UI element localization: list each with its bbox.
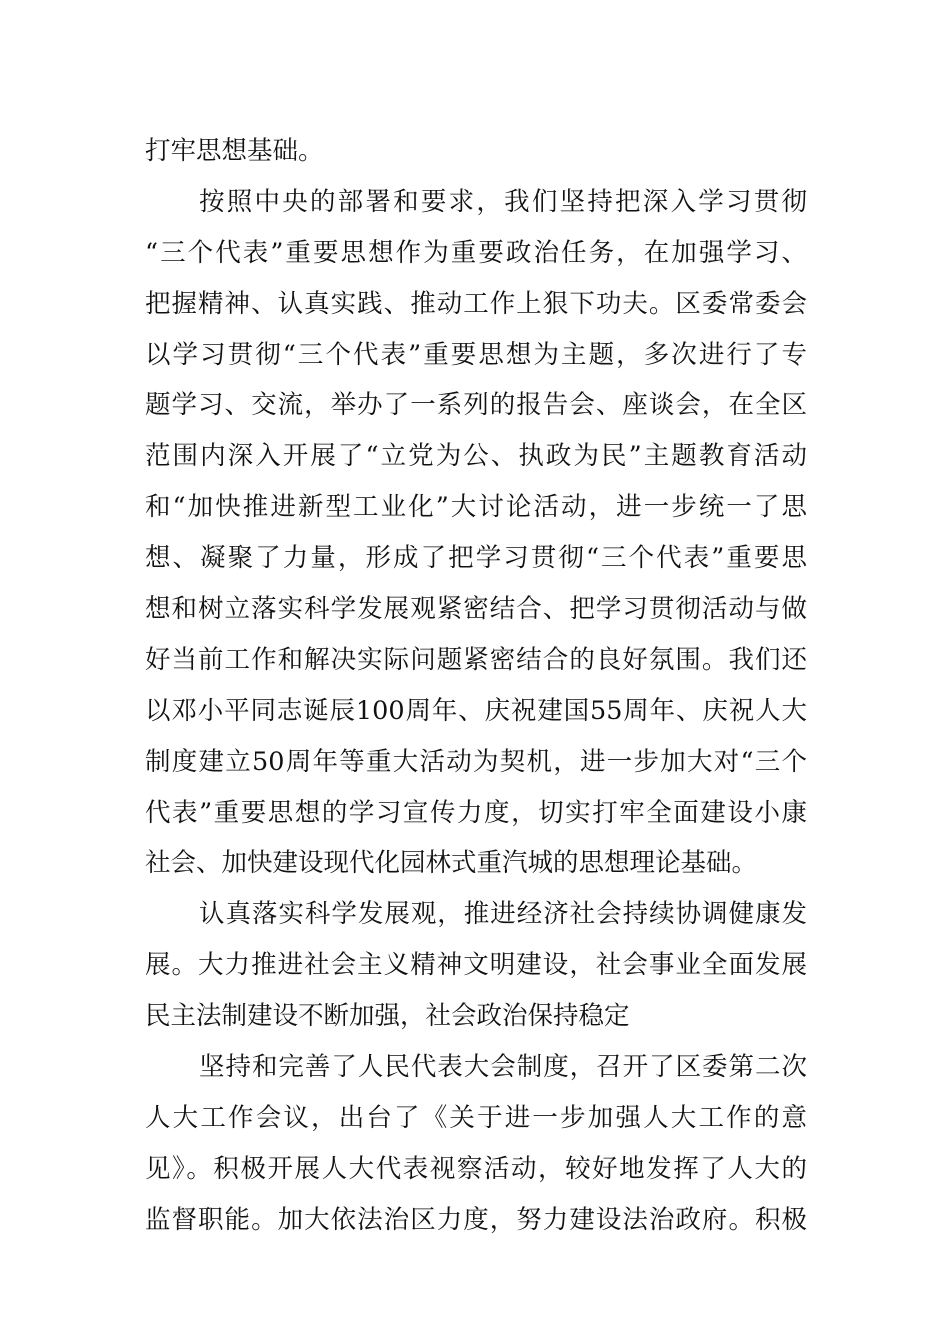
text-line: 题学习、交流，举办了一系列的报告会、座谈会，在全区 — [145, 390, 807, 421]
text-line: 打牢思想基础。 — [145, 136, 324, 166]
text-line: 制度建立50周年等重大活动为契机，进一步加大对“三个 — [145, 746, 807, 777]
text-line: 好当前工作和解决实际问题紧密结合的良好氛围。我们还 — [145, 644, 807, 675]
text-line: 监督职能。加大依法治区力度，努力建设法治政府。积极 — [145, 1204, 807, 1235]
text-line: 展。大力推进社会主义精神文明建设，社会事业全面发展 — [145, 950, 807, 981]
text-line: 想和树立落实科学发展观紧密结合、把学习贯彻活动与做 — [145, 594, 807, 625]
text-line: 人大工作会议，出台了《关于进一步加强人大工作的意 — [145, 1102, 807, 1133]
text-line: 把握精神、认真实践、推动工作上狠下功夫。区委常委会 — [145, 288, 807, 319]
text-line: 代表”重要思想的学习宣传力度，切实打牢全面建设小康 — [145, 797, 807, 828]
paragraph-first-line: 坚持和完善了人民代表大会制度，召开了区委第二次 — [199, 1052, 807, 1083]
text-line: 见》。积极开展人大代表视察活动，较好地发挥了人大的 — [145, 1153, 807, 1184]
text-line: 民主法制建设不断加强，社会政治保持稳定 — [145, 1001, 630, 1032]
text-line: “三个代表”重要思想作为重要政治任务，在加强学习、 — [145, 237, 807, 268]
text-line: 以邓小平同志诞辰100周年、庆祝建国55周年、庆祝人大 — [145, 695, 807, 726]
text-line: 想、凝聚了力量，形成了把学习贯彻“三个代表”重要思 — [145, 543, 807, 574]
text-line: 范围内深入开展了“立党为公、执政为民”主题教育活动 — [145, 441, 807, 472]
text-line: 和“加快推进新型工业化”大讨论活动，进一步统一了思 — [145, 492, 807, 523]
text-line: 社会、加快建设现代化园林式重汽城的思想理论基础。 — [145, 848, 758, 879]
paragraph-first-line: 按照中央的部署和要求，我们坚持把深入学习贯彻 — [199, 186, 807, 217]
paragraph-first-line: 认真落实科学发展观，推进经济社会持续协调健康发 — [199, 899, 807, 930]
document-body — [145, 126, 807, 1246]
text-line: 以学习贯彻“三个代表”重要思想为主题，多次进行了专 — [145, 339, 807, 370]
